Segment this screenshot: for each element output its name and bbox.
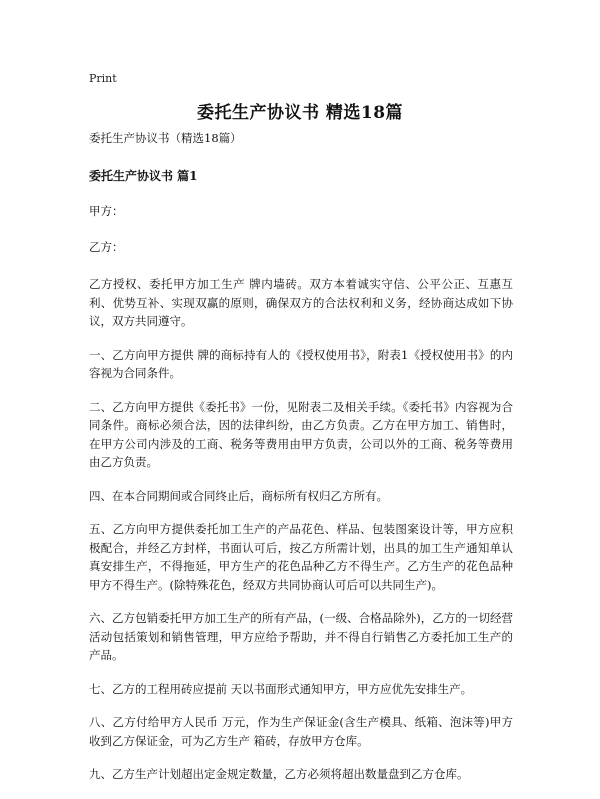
section-heading: 委托生产协议书 篇1 [89, 169, 198, 183]
paragraph-clause-8: 八、乙方付给甲方人民币 万元，作为生产保证金(含生产模具、纸箱、泡沫等)甲方收到乙方保证金，可为乙方生产 箱砖，存放甲方仓库。 [89, 715, 513, 748]
document-subtitle: 委托生产协议书（精选18篇） [89, 131, 242, 145]
paragraph-clause-7: 七、乙方的工程用砖应提前 天以书面形式通知甲方，甲方应优先安排生产。 [89, 681, 473, 696]
print-label: Print [89, 72, 117, 85]
page-title: 委托生产协议书 精选18篇 [196, 103, 404, 123]
party-b-label: 乙方： [89, 240, 124, 254]
party-a-label: 甲方： [89, 204, 124, 218]
paragraph-clause-9: 九、乙方生产计划超出定金规定数量，乙方必须将超出数量盘到乙方仓库。 [89, 767, 469, 781]
document-body [89, 130, 513, 799]
paragraph-clause-2: 二、乙方向甲方提供《委托书》一份，见附表二及相关手续。《委托书》内容视为合同条件。商标必须合法，因的法律纠纷，由乙方负责。乙方在甲方加工、销售时，在甲方公司内涉及的工商、税务等费用由甲方负责，公司以外的工商、税务等费用由乙方负责。 [89, 399, 513, 469]
paragraph-clause-5: 五、乙方向甲方提供委托加工生产的产品花色、样品、包装图案设计等，甲方应积极配合，并经乙方封样，书面认可后，按乙方所需计划，出具的加工生产通知单认真安排生产，不得拖延，甲方生产的花色品种乙方不得生产。乙方生产的花色品种甲方不得生产。(除特殊花色，经双方共同协商认可后可以共同生产)。 [89, 522, 513, 592]
paragraph-clause-1: 一、乙方向甲方提供 牌的商标持有人的《授权使用书》，附表1《授权使用书》的内容视为合同条件。 [89, 347, 513, 380]
paragraph-clause-6: 六、乙方包销委托甲方加工生产的所有产品，(一级、合格品除外)，乙方的一切经营活动包括策划和销售管理，甲方应给予帮助，并不得自行销售乙方委托加工生产的产品。 [89, 611, 513, 662]
paragraph-intro: 乙方授权、委托甲方加工生产 牌内墙砖。双方本着诚实守信、公平公正、互惠互利、优势互补、实现双赢的原则，确保双方的合法权利和义务，经协商达成如下协议，双方共同遵守。 [89, 277, 513, 328]
paragraph-clause-4: 四、在本合同期间或合同终止后，商标所有权归乙方所有。 [89, 488, 388, 503]
